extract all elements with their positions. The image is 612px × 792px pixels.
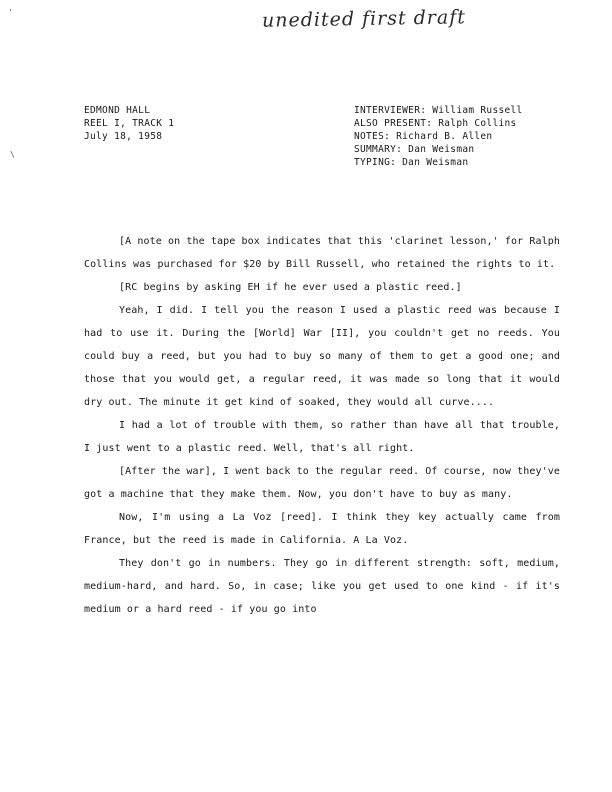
header-line: INTERVIEWER: William Russell (354, 105, 523, 116)
header-line: July 18, 1958 (84, 131, 163, 142)
handwritten-note: unedited first draft (261, 6, 467, 32)
transcript-paragraph: [RC begins by asking EH if he ever used a plastic reed.] (119, 282, 462, 293)
transcript-paragraph: I had a lot of trouble with them, so rather than have all that trouble, I just went to a plastic reed. Well, that's all right. (84, 420, 560, 454)
transcript-paragraph: They don't go in numbers. They go in different strength: soft, medium, medium-hard, and hard. So, in case; like you get used to one kind - if it's medium or a hard reed - if you go into (84, 558, 560, 615)
header-right-block (354, 104, 523, 169)
header-line: TYPING: Dan Weisman (354, 157, 469, 168)
header-line: SUMMARY: Dan Weisman (354, 144, 475, 155)
header-line: ALSO PRESENT: Ralph Collins (354, 118, 517, 129)
header-line: REEL I, TRACK 1 (84, 118, 175, 129)
transcript-body (84, 230, 560, 621)
margin-tick-mark: \ (10, 150, 15, 159)
header-left-block (84, 104, 174, 143)
margin-tick-mark: ' (8, 8, 13, 17)
transcript-paragraph: Now, I'm using a La Voz [reed]. I think they key actually came from France, but the reed is made in California. A La Voz. (84, 512, 560, 546)
transcript-paragraph: [A note on the tape box indicates that this 'clarinet lesson,' for Ralph Collins was purchased for $20 by Bill Russell, who retained the rights to it. (84, 236, 560, 270)
header-line: NOTES: Richard B. Allen (354, 131, 493, 142)
transcript-paragraph: [After the war], I went back to the regular reed. Of course, now they've got a machine that they make them. Now, you don't have to buy as many. (84, 466, 560, 500)
header-line: EDMOND HALL (84, 105, 151, 116)
transcript-paragraph: Yeah, I did. I tell you the reason I used a plastic reed was because I had to use it. During the [World] War [II], you couldn't get no reeds. You could buy a reed, but you had to buy so many of them to get a good one; and those that you would get, a regular reed, it was made so long that it would dry out. The minute it get kind of soaked, they would all curve.... (84, 305, 560, 408)
